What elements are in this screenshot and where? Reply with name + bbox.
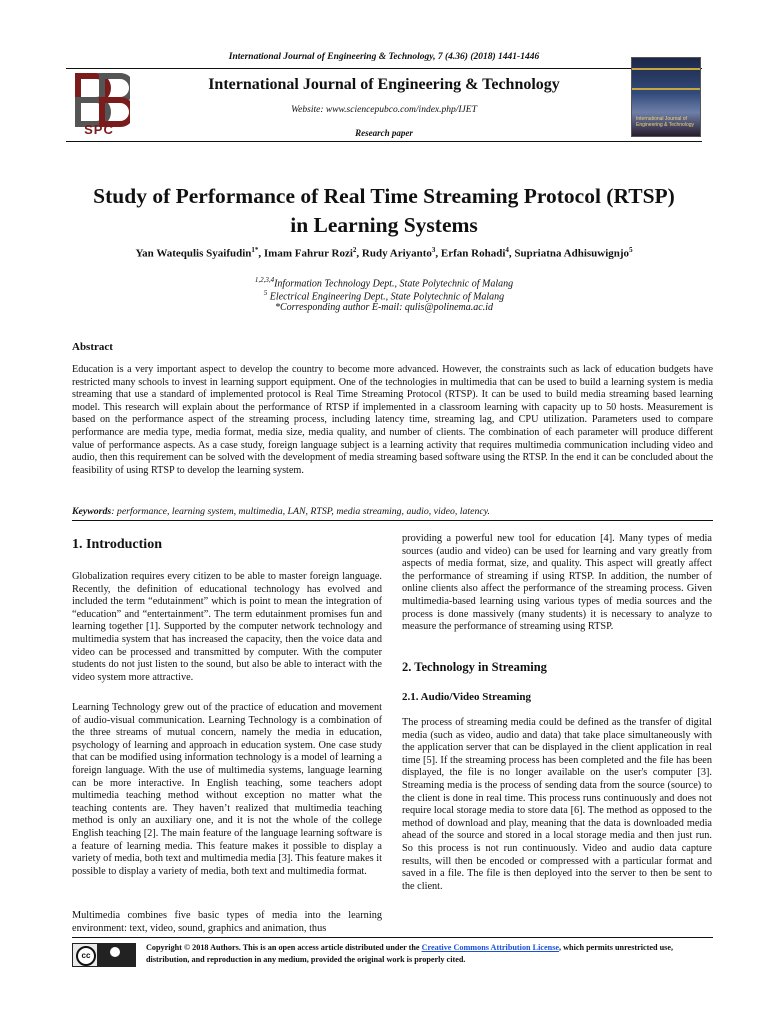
journal-title: International Journal of Engineering & Technology <box>208 76 560 93</box>
author-sup: 4 <box>505 246 509 254</box>
section-heading-streaming: 2. Technology in Streaming <box>402 660 547 674</box>
corresponding-email: *Corresponding author E-mail: qulis@polinema.ac.id <box>275 302 493 313</box>
author-sup: 5 <box>629 246 633 254</box>
copyright-text-end: , which permits unrestricted use, distribution, and reproduction in any medium, provided the original work is properly cited. <box>146 943 674 964</box>
footer-rule <box>72 937 713 938</box>
copyright-notice <box>146 942 716 966</box>
title-line-2: in Learning Systems <box>290 213 478 237</box>
affiliation-sup: 5 <box>263 289 268 297</box>
keywords-label: Keywords <box>72 506 112 517</box>
abstract-heading: Abstract <box>72 341 113 353</box>
journal-website: Website: www.sciencepubco.com/index.php/IJET <box>291 105 477 115</box>
cc-license-badge[interactable] <box>72 943 136 967</box>
copyright-text-start: Copyright © 2018 Authors. This is an open access article distributed under the <box>146 943 422 952</box>
author-sup: 3 <box>431 246 436 254</box>
keywords-text: : performance, learning system, multimedia, LAN, RTSP, media streaming, audio, video, latency. <box>111 506 490 517</box>
author-name: Yan Watequlis Syaifudin <box>135 247 252 260</box>
abstract-text: Education is a very important aspect to develop the country to become more advanced. However, the constraints such as lack of education budgets have restricted many schools to invest in learning support equipment. One of the technologies in multimedia that can be used to build a learning system is media streaming that use a standard of implemented protocol is Real Time Streaming Protocol (RTSP). It can be used to build media streaming based learning model. This research will explain about the performance of RTSP if implemented in a classroom learning with capacity up to 50 hosts. Measurement is based on the performance aspect of the streaming process, including latency time, streaming lag, and CPU utilization. Parameters used to compare performance are media type, media format, media size, media quality, and number of clients. The combination of each parameter will produce different value of performance aspects. As a case study, foreign language subject is a learning activity that requires multimedia communication including video and audio, then this requirement can be solved with the development of media streaming based software using the RTSP. In the end it can be concluded about the feasibility of using RTSP to develop the learning system. <box>72 364 713 476</box>
license-link[interactable]: Creative Commons Attribution License <box>421 943 560 952</box>
affiliation-text: Information Technology Dept., State Polytechnic of Malang <box>274 278 514 290</box>
abstract-rule <box>72 520 713 521</box>
affiliation-2 <box>0 289 768 302</box>
av-streaming-paragraph: The process of streaming media could be defined as the transfer of digital media (such as video, audio and data) that take place simultaneously with the application server that can be displayed in the client application in real time [5]. If the streaming process has been completed and the file has been displayed, the file is no longer available on the user's computer [3]. Streaming media is the process of sending data from the source (source) to the client is done in real time. This process runs continuously and does not require local storage media to store data [6]. The method as opposed to the method of download and play, meaning that the data is downloaded media ahead of the source and stored in a local storage media and then just run. So this process is not run continuously. Video and audio data capture results, will then be encoded or compressed with a particular format and saved in a file. The file is then deployed into the server to then be sent to the client. <box>402 717 712 892</box>
journal-cover-image <box>631 57 701 137</box>
author-sup: 2 <box>352 246 357 254</box>
author-name: Supriatna Adhisuwignjo <box>514 247 630 260</box>
author-name: Imam Fahrur Rozi <box>263 247 353 260</box>
title-line-1: Study of Performance of Real Time Streaming Protocol (RTSP) <box>93 184 675 208</box>
header-rule-top <box>66 68 702 69</box>
affiliation-sup: 1,2,3,4 <box>254 276 275 284</box>
intro-paragraph-3: Multimedia combines five basic types of media into the learning environment: text, video, sound, graphics and animation, thus <box>72 910 382 934</box>
affiliation-1 <box>0 276 768 289</box>
corresponding-author <box>0 302 768 313</box>
affiliation-text: Electrical Engineering Dept., State Polytechnic of Malang <box>267 291 505 303</box>
cc-icon: cc <box>76 946 96 966</box>
paper-type: Research paper <box>355 128 413 138</box>
author-name: Rudy Ariyanto <box>361 247 432 260</box>
author-list: Yan Watequlis Syaifudin$^{1*}$, Imam Fahrur Rozi$^2$, Rudy Ariyanto$^3$, Erfan Rohadi$^4$, Supriatna Adhisuwignjo$^5$ <box>135 246 633 260</box>
publisher-logo-text: SPC <box>84 122 114 137</box>
intro-paragraph-2: Learning Technology grew out of the practice of education and movement of audio-visual communication. Learning Technology is a combination of the three streams of mutual concern, namely the media in education, psychology of learning and approach in education system. One case study that can be modified using information technology is a model of learning a foreign language. With the use of multimedia systems, language learning can be more interactive. In English teaching, some teachers adopt multimedia teaching method without exception no matter what the teaching contents are. They haven’t realized that multimedia teaching method is only an auxiliary one, and it is not the whole of the college English teaching [2]. The main feature of the language learning software is a feature of learning media. This feature makes it possible to display a variety of media, both text and multimedia media [3]. This feature makes it possible to display a variety of media, both text and multimedia format. <box>72 702 382 877</box>
header-rule-bottom <box>66 141 702 142</box>
subsection-heading-av-streaming: 2.1. Audio/Video Streaming <box>402 691 531 703</box>
keywords <box>72 506 713 517</box>
section-heading-introduction: 1. Introduction <box>72 537 162 552</box>
journal-citation: International Journal of Engineering & Technology, 7 (4.36) (2018) 1441-1446 <box>228 52 540 62</box>
author-sup: 1* <box>251 246 259 254</box>
intro-continuation: providing a powerful new tool for education [4]. Many types of media sources (audio and video) can be used for learning and vary greatly from aspects of media format, size, and quality. This aspect will greatly affect the performance of streaming if using RTSP. In addition, the number of online clients also affect the performance of the streaming process. Given multimedia-based learning using various types of media sources and the process is done massively (many students) it is necessary to analyze to measure the performance of streaming using RTSP. <box>402 533 712 633</box>
paper-title <box>60 182 708 240</box>
intro-paragraph-1: Globalization requires every citizen to be able to master foreign language. Recently, the definition of educational technology has evolved and included the term “edutainment” which is point to mean the integration of “education” and “entertainment”. The term edutainment promises fun and learning together [1]. Supported by the computer network technology and multimedia system that has increased the capacity, then the voice data and video can be processed and transmitted by computer. With the computer students do not just listen to the sound, but also be able to interact with the video system more attractive. <box>72 571 382 683</box>
author-name: Erfan Rohadi <box>440 247 506 260</box>
cc-by-icon <box>97 944 135 966</box>
cover-title: International Journal of Engineering & Technology <box>636 116 695 128</box>
